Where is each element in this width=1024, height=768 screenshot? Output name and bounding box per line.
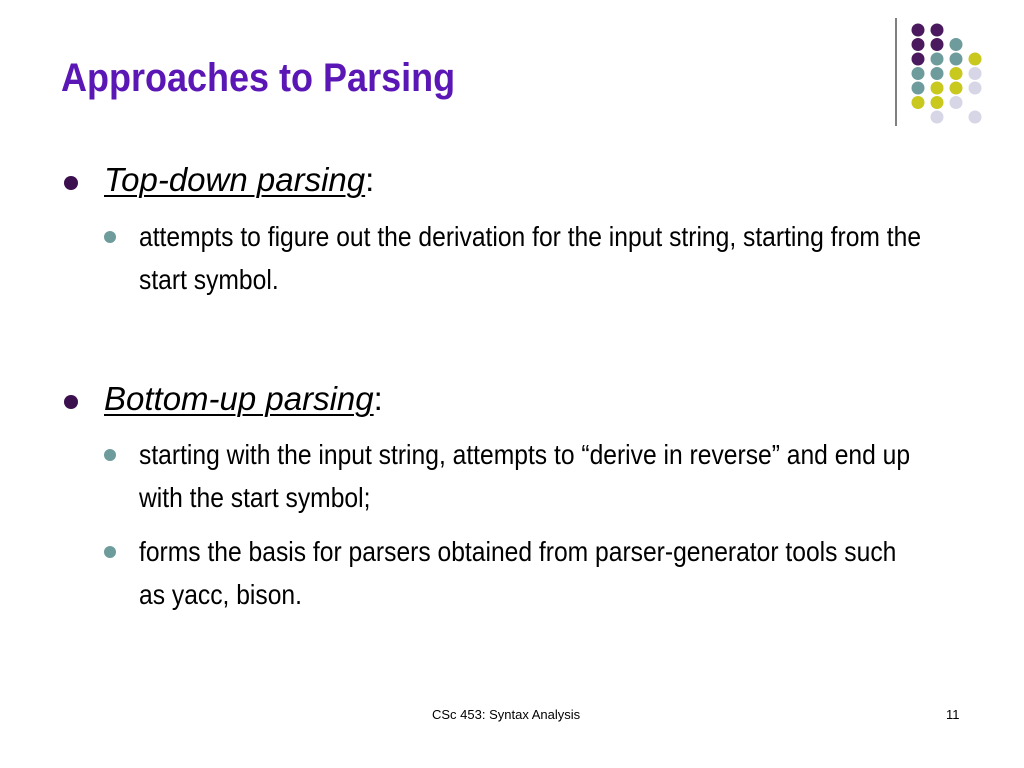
decorative-dot <box>950 38 963 51</box>
decorative-dot <box>950 82 963 95</box>
heading-colon: : <box>373 380 383 417</box>
decorative-dot <box>969 82 982 95</box>
decorative-dot <box>969 53 982 66</box>
decorative-dot <box>931 38 944 51</box>
decorative-dot <box>931 53 944 66</box>
decorative-dot <box>912 38 925 51</box>
heading-colon: : <box>365 161 375 198</box>
level1-bullet <box>64 176 78 190</box>
level2-bullet <box>104 449 116 461</box>
decorative-dot <box>912 24 925 37</box>
level2-bullet <box>104 546 116 558</box>
decorative-dot <box>931 24 944 37</box>
decorative-dot <box>912 96 925 109</box>
bullet-text: starting with the input string, attempts to “derive in reverse” and end up with the start symbol; <box>139 439 911 513</box>
heading-term: Top-down parsing <box>104 161 366 198</box>
slide-title: Approaches to Parsing <box>61 56 456 100</box>
title-divider-line <box>895 18 897 126</box>
bullet-text: forms the basis for parsers obtained from parser-generator tools such as yacc, bison. <box>139 536 897 610</box>
decorative-dot <box>931 96 944 109</box>
decorative-dot <box>969 67 982 80</box>
bullet-text: attempts to figure out the derivation for the input string, starting from the start symbol. <box>139 221 922 295</box>
decorative-dot-grid <box>0 0 1024 140</box>
decorative-dot <box>912 53 925 66</box>
decorative-dot <box>931 67 944 80</box>
section-heading-bottom-up <box>104 379 383 419</box>
decorative-dot <box>912 82 925 95</box>
decorative-dot <box>950 96 963 109</box>
level1-bullet <box>64 395 78 409</box>
decorative-dot <box>950 53 963 66</box>
level2-bullet <box>104 231 116 243</box>
decorative-dot <box>950 67 963 80</box>
section-heading-top-down <box>104 160 374 200</box>
decorative-dot <box>931 111 944 124</box>
footer-course-title: CSc 453: Syntax Analysis <box>432 707 581 722</box>
decorative-dot <box>969 111 982 124</box>
decorative-dot <box>931 82 944 95</box>
decorative-dot <box>912 67 925 80</box>
slide-number: 11 <box>946 707 960 722</box>
heading-term: Bottom-up parsing <box>104 380 374 417</box>
